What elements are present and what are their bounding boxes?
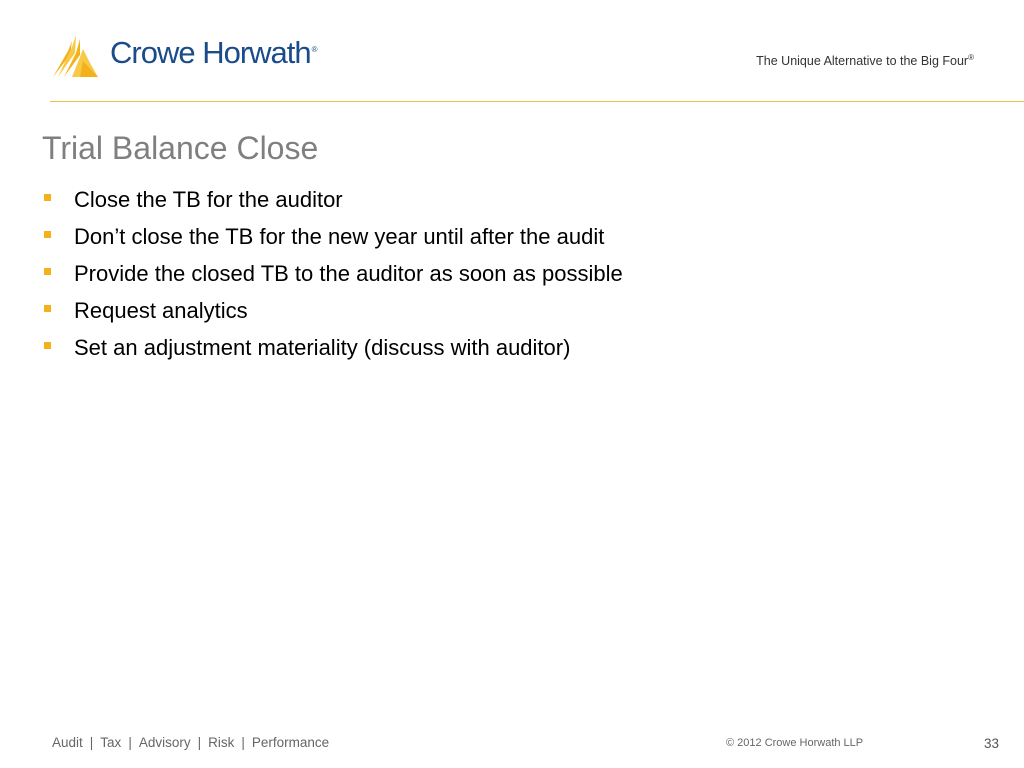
logo-wordmark: Crowe Horwath® [110, 35, 317, 70]
footer-separator: | [197, 735, 202, 750]
square-bullet-icon [44, 194, 51, 201]
footer-separator: | [241, 735, 245, 750]
slide-title: Trial Balance Close [42, 130, 319, 166]
sunburst-logo-icon [50, 31, 100, 79]
copyright-notice: © 2012 Crowe Horwath LLP [726, 737, 864, 749]
bullet-text: Set an adjustment materiality (discuss with auditor) [74, 334, 571, 360]
square-bullet-icon [44, 305, 51, 312]
bullet-item [44, 329, 623, 366]
footer-separator: | [89, 735, 94, 750]
square-bullet-icon [44, 342, 51, 349]
square-bullet-icon [44, 268, 51, 275]
bullet-text: Request analytics [74, 297, 248, 323]
footer-item-audit: Audit [52, 735, 83, 750]
header-divider [50, 101, 1024, 102]
page-number: 33 [983, 736, 999, 751]
footer-item-risk: Risk [208, 735, 235, 750]
bullet-text: Don’t close the TB for the new year until after the audit [74, 223, 605, 249]
bullet-item [44, 181, 623, 218]
footer-item-performance: Performance [251, 735, 330, 750]
tagline: The Unique Alternative to the Big Four® [756, 53, 974, 69]
footer-item-advisory: Advisory [138, 735, 191, 750]
bullet-item [44, 218, 623, 255]
bullet-text: Close the TB for the auditor [74, 186, 343, 212]
bullet-list [44, 181, 623, 366]
footer-item-tax: Tax [100, 735, 122, 750]
footer-service-lines [52, 735, 329, 750]
bullet-item [44, 292, 623, 329]
company-logo [50, 30, 317, 80]
bullet-item [44, 255, 623, 292]
footer-separator: | [128, 735, 132, 750]
bullet-text: Provide the closed TB to the auditor as soon as possible [74, 260, 623, 286]
square-bullet-icon [44, 231, 51, 238]
